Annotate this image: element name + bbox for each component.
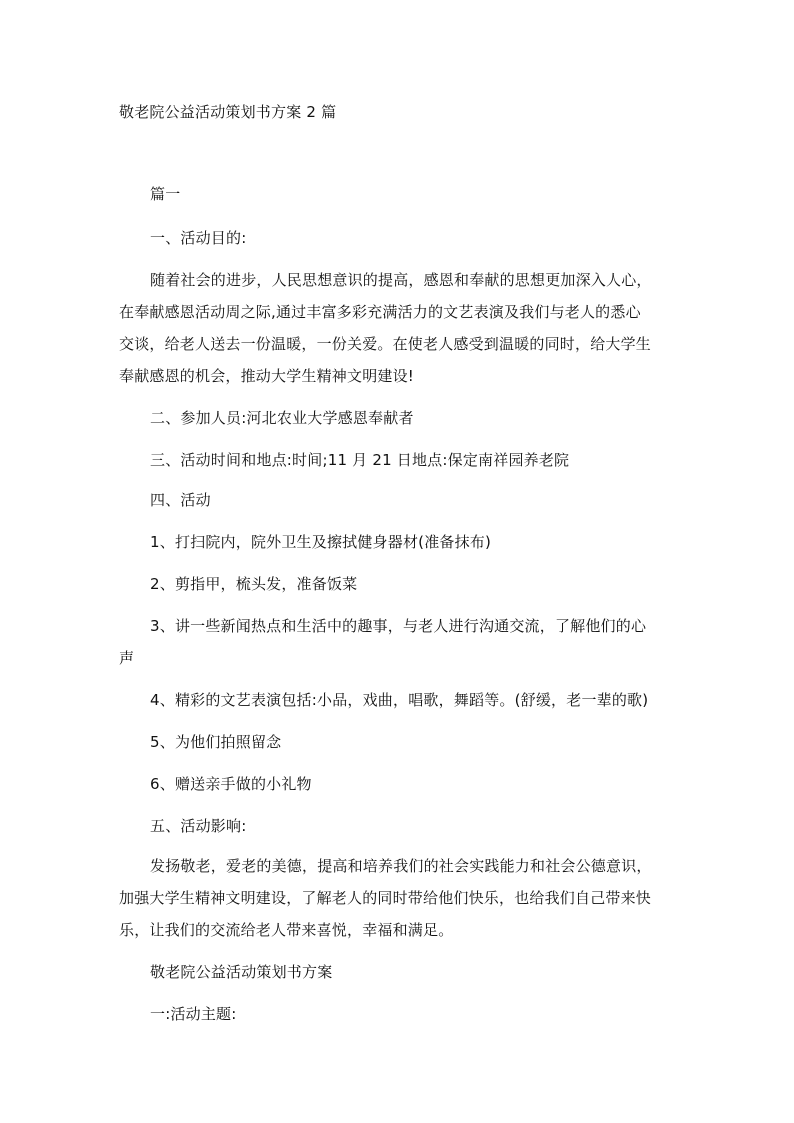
activity-item: 4、精彩的文艺表演包括:小品，戏曲，唱歌，舞蹈等。(舒缓，老一辈的歌) [150, 691, 649, 709]
paragraph-line: 奉献感恩的机会，推动大学生精神文明建设! [119, 367, 415, 385]
section-time-place: 三、活动时间和地点:时间;11 月 21 日地点:保定南祥园养老院 [150, 451, 570, 469]
section-participants: 二、参加人员:河北农业大学感恩奉献者 [150, 409, 414, 427]
activity-item: 2、剪指甲，梳头发，准备饭菜 [150, 575, 358, 593]
document-title: 敬老院公益活动策划书方案 2 篇 [119, 103, 337, 121]
paragraph-line: 交谈，给老人送去一份温暖，一份关爱。在使老人感受到温暖的同时，给大学生 [119, 335, 652, 353]
section-heading-purpose: 一、活动目的: [150, 229, 247, 247]
document-subtitle: 敬老院公益活动策划书方案 [150, 963, 333, 981]
paragraph-line: 随着社会的进步，人民思想意识的提高，感恩和奉献的思想更加深入人心， [150, 271, 652, 289]
activity-item-continuation: 声 [119, 649, 135, 667]
section-heading-activities: 四、活动 [150, 491, 211, 509]
part-label: 篇一 [150, 185, 181, 203]
section-heading-impact: 五、活动影响: [150, 817, 247, 835]
paragraph-line: 乐，让我们的交流给老人带来喜悦，幸福和满足。 [119, 921, 454, 939]
activity-item: 3、讲一些新闻热点和生活中的趣事，与老人进行沟通交流，了解他们的心 [150, 617, 647, 635]
activity-item: 1、打扫院内，院外卫生及擦拭健身器材(准备抹布) [150, 533, 492, 551]
section-heading-theme: 一:活动主题: [150, 1005, 237, 1023]
activity-item: 6、赠送亲手做的小礼物 [150, 775, 312, 793]
paragraph-line: 在奉献感恩活动周之际,通过丰富多彩充满活力的文艺表演及我们与老人的悉心 [119, 303, 641, 321]
activity-item: 5、为他们拍照留念 [150, 733, 282, 751]
paragraph-line: 发扬敬老，爱老的美德，提高和培养我们的社会实践能力和社会公德意识， [150, 857, 652, 875]
paragraph-line: 加强大学生精神文明建设，了解老人的同时带给他们快乐，也给我们自己带来快 [119, 889, 652, 907]
